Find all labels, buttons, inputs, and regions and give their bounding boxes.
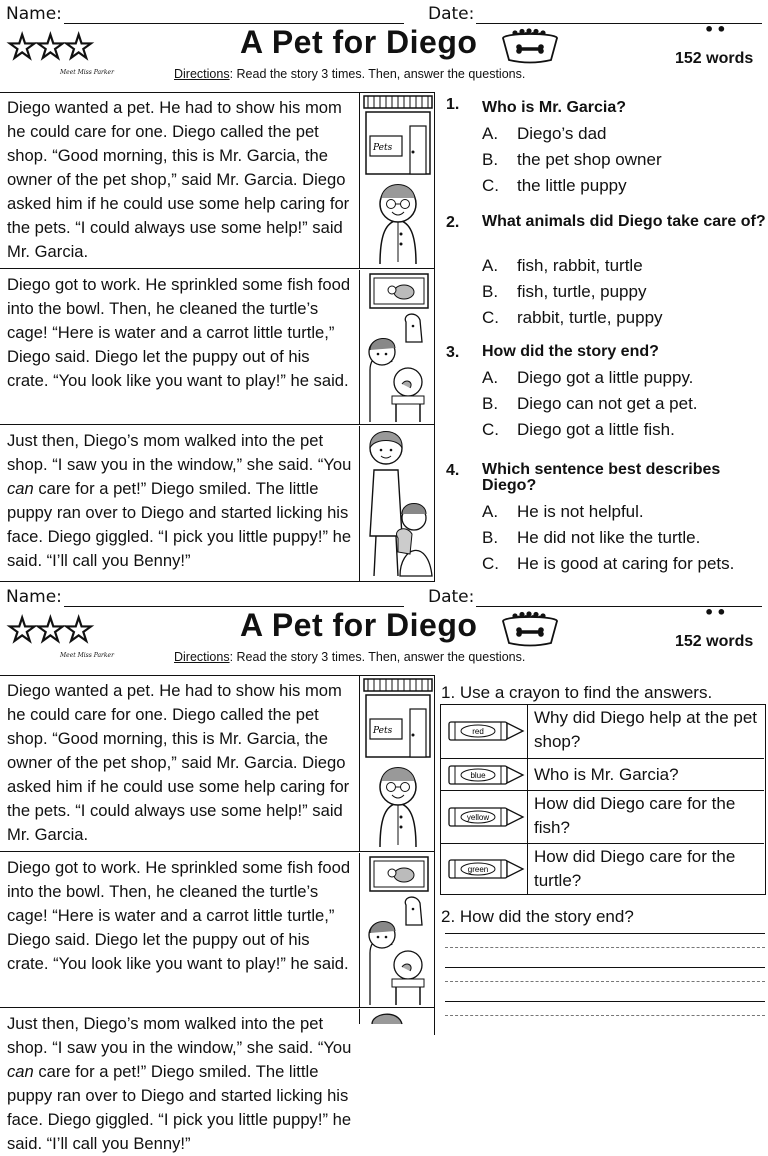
worksheet-title: A Pet for Diego bbox=[240, 24, 478, 60]
option-text: He did not like the turtle. bbox=[517, 528, 701, 547]
name-label: Name: bbox=[6, 4, 62, 24]
crayon-color-label: blue bbox=[470, 771, 486, 780]
directions-text: : Read the story 3 times. Then, answer the questions. bbox=[229, 67, 526, 81]
cell-divider bbox=[527, 705, 528, 758]
option-letter: A. bbox=[482, 502, 499, 521]
story-end-question: 2. How did the story end? bbox=[441, 907, 634, 926]
crayon-row[interactable] bbox=[441, 758, 764, 791]
directions bbox=[174, 650, 525, 664]
question-text: Who is Mr. Garcia? bbox=[482, 99, 627, 116]
option-letter: B. bbox=[482, 394, 499, 413]
name-field[interactable] bbox=[6, 4, 404, 24]
rating-stars-icon: ☆☆☆ bbox=[6, 27, 91, 68]
name-label: Name: bbox=[6, 587, 62, 607]
option-text: He is good at caring for pets. bbox=[517, 554, 735, 573]
option-letter: A. bbox=[482, 256, 499, 275]
option-letter: A. bbox=[482, 368, 499, 387]
crayon-question: Who is Mr. Garcia? bbox=[534, 765, 679, 784]
date-label: Date: bbox=[428, 587, 475, 607]
story-text: care for a pet!” Diego smiled. The little puppy ran over to Diego and started licking his face. Diego giggled. “I pick you little puppy!” he said. “I’ll call you Benny!” bbox=[7, 1062, 352, 1153]
answer-option[interactable] bbox=[482, 502, 644, 522]
story-emphasis: can bbox=[7, 1062, 34, 1081]
question-text: Which sentence best describes Diego? bbox=[482, 461, 721, 494]
option-text: Diego got a little puppy. bbox=[517, 368, 694, 387]
level-dots: •• bbox=[704, 20, 729, 39]
question-number: 2. bbox=[446, 214, 460, 231]
story-paragraph-3 bbox=[0, 426, 360, 581]
story-paragraph-2: Diego got to work. He sprinkled some fish food into the bowl. Then, he cleaned the turtle’s cage! “Here is water and a carrot little turtle,” Diego said. Diego let the puppy out of his crate. “You look like you want to play!” he said. bbox=[0, 270, 360, 424]
mom-illustration bbox=[362, 1009, 434, 1024]
answer-option[interactable] bbox=[482, 528, 700, 548]
cell-divider bbox=[527, 759, 528, 791]
date-label: Date: bbox=[428, 4, 475, 24]
question-number: 3. bbox=[446, 344, 460, 361]
option-letter: B. bbox=[482, 528, 499, 547]
name-field[interactable] bbox=[6, 587, 404, 607]
option-text: fish, rabbit, turtle bbox=[517, 256, 643, 275]
story-divider bbox=[0, 1007, 435, 1008]
question-text: How did the story end? bbox=[482, 343, 659, 360]
answer-option[interactable] bbox=[482, 150, 662, 170]
option-letter: B. bbox=[482, 282, 499, 301]
option-text: the pet shop owner bbox=[517, 150, 662, 169]
story-paragraph-3 bbox=[0, 1009, 360, 1153]
answer-line[interactable] bbox=[445, 933, 765, 934]
crayon-row[interactable] bbox=[441, 843, 764, 895]
answer-option[interactable] bbox=[482, 308, 663, 328]
option-text: Diego can not get a pet. bbox=[517, 394, 698, 413]
directions bbox=[174, 67, 525, 81]
option-text: the little puppy bbox=[517, 176, 627, 195]
crayon-question: How did Diego care for the turtle? bbox=[534, 847, 736, 890]
option-text: Diego’s dad bbox=[517, 124, 607, 143]
story-divider bbox=[0, 424, 435, 425]
option-letter: C. bbox=[482, 308, 499, 327]
fish-turtle-puppy-illustration bbox=[362, 853, 434, 1006]
answer-option[interactable] bbox=[482, 368, 693, 388]
author-credit: Meet Miss Parker bbox=[60, 652, 114, 659]
crayon-match-table bbox=[440, 704, 766, 895]
answer-option[interactable] bbox=[482, 256, 643, 276]
crayon-row[interactable] bbox=[441, 790, 764, 844]
red-crayon-icon bbox=[447, 720, 525, 742]
fish-turtle-puppy-illustration bbox=[362, 270, 434, 423]
name-rule bbox=[64, 9, 404, 24]
answer-guide-line bbox=[445, 947, 765, 948]
option-text: Diego got a little fish. bbox=[517, 420, 675, 439]
answer-line[interactable] bbox=[445, 1001, 765, 1002]
pet-shop-owner-illustration bbox=[362, 94, 434, 266]
cell-divider bbox=[527, 844, 528, 895]
dog-bowl-icon bbox=[500, 611, 560, 647]
story-divider bbox=[0, 268, 435, 269]
story-text: Just then, Diego’s mom walked into the pet shop. “I saw you in the window,” she said. “You bbox=[7, 431, 352, 474]
name-rule bbox=[64, 592, 404, 607]
pet-shop-owner-illustration bbox=[362, 677, 434, 849]
option-letter: C. bbox=[482, 554, 499, 573]
answer-option[interactable] bbox=[482, 282, 646, 302]
crayon-instruction: 1. Use a crayon to find the answers. bbox=[441, 683, 713, 702]
crayon-question: Why did Diego help at the pet shop? bbox=[534, 708, 758, 751]
answer-option[interactable] bbox=[482, 176, 627, 196]
story-paragraph-1: Diego wanted a pet. He had to show his mom he could care for one. Diego called the pet shop. “Good morning, this is Mr. Garcia, the owner of the pet shop,” said Mr. Garcia. Diego asked him if he could use some help caring for the pets. “I could always use some help!” said Mr. Garcia. bbox=[0, 93, 360, 268]
option-text: rabbit, turtle, puppy bbox=[517, 308, 663, 327]
pets-sign: Pets bbox=[373, 726, 393, 736]
directions-text: : Read the story 3 times. Then, answer the questions. bbox=[229, 650, 526, 664]
question-text: What animals did Diego take care of? bbox=[482, 213, 766, 230]
story-paragraph-1: Diego wanted a pet. He had to show his mom he could care for one. Diego called the pet shop. “Good morning, this is Mr. Garcia, the owner of the pet shop,” said Mr. Garcia. Diego asked him if he could use some help caring for the pets. “I could always use some help!” said Mr. Garcia. bbox=[0, 676, 360, 851]
option-text: fish, turtle, puppy bbox=[517, 282, 647, 301]
answer-option[interactable] bbox=[482, 420, 675, 440]
story-divider bbox=[0, 851, 435, 852]
answer-option[interactable] bbox=[482, 554, 734, 574]
author-credit: Meet Miss Parker bbox=[60, 69, 114, 76]
crayon-color-label: yellow bbox=[466, 813, 490, 822]
pets-sign: Pets bbox=[373, 143, 393, 153]
dog-bowl-icon bbox=[500, 28, 560, 64]
question-number: 4. bbox=[446, 462, 460, 479]
blue-crayon-icon bbox=[447, 764, 525, 786]
option-text: He is not helpful. bbox=[517, 502, 644, 521]
story-text: care for a pet!” Diego smiled. The little puppy ran over to Diego and started licking his face. Diego giggled. “I pick you little puppy!” he said. “I’ll call you Benny!” bbox=[7, 479, 352, 570]
worksheet-title: A Pet for Diego bbox=[240, 607, 478, 643]
directions-label: Directions bbox=[174, 650, 230, 664]
directions-label: Directions bbox=[174, 67, 230, 81]
rating-stars-icon: ☆☆☆ bbox=[6, 610, 91, 651]
option-letter: A. bbox=[482, 124, 499, 143]
answer-line[interactable] bbox=[445, 967, 765, 968]
word-count: 152 words bbox=[675, 633, 754, 650]
answer-guide-line bbox=[445, 1015, 765, 1016]
crayon-row[interactable] bbox=[441, 705, 764, 758]
mom-boy-puppy-illustration bbox=[362, 426, 434, 581]
level-dots: •• bbox=[704, 603, 729, 622]
option-letter: C. bbox=[482, 420, 499, 439]
story-paragraph-2: Diego got to work. He sprinkled some fish food into the bowl. Then, he cleaned the turtle’s cage! “Here is water and a carrot little turtle,” Diego said. Diego let the puppy out of his crate. “You look like you want to play!” he said. bbox=[0, 853, 360, 1007]
story-emphasis: can bbox=[7, 479, 34, 498]
option-letter: B. bbox=[482, 150, 499, 169]
story-text: Just then, Diego’s mom walked into the pet shop. “I saw you in the window,” she said. “You bbox=[7, 1014, 352, 1057]
answer-option[interactable] bbox=[482, 124, 606, 144]
green-crayon-icon bbox=[447, 858, 525, 880]
answer-option[interactable] bbox=[482, 394, 698, 414]
crayon-color-label: green bbox=[467, 865, 489, 874]
question-number: 1. bbox=[446, 96, 460, 113]
crayon-color-label: red bbox=[472, 727, 484, 736]
yellow-crayon-icon bbox=[447, 806, 525, 828]
crayon-question: How did Diego care for the fish? bbox=[534, 794, 736, 837]
word-count: 152 words bbox=[675, 50, 754, 67]
answer-guide-line bbox=[445, 981, 765, 982]
option-letter: C. bbox=[482, 176, 499, 195]
cell-divider bbox=[527, 791, 528, 844]
